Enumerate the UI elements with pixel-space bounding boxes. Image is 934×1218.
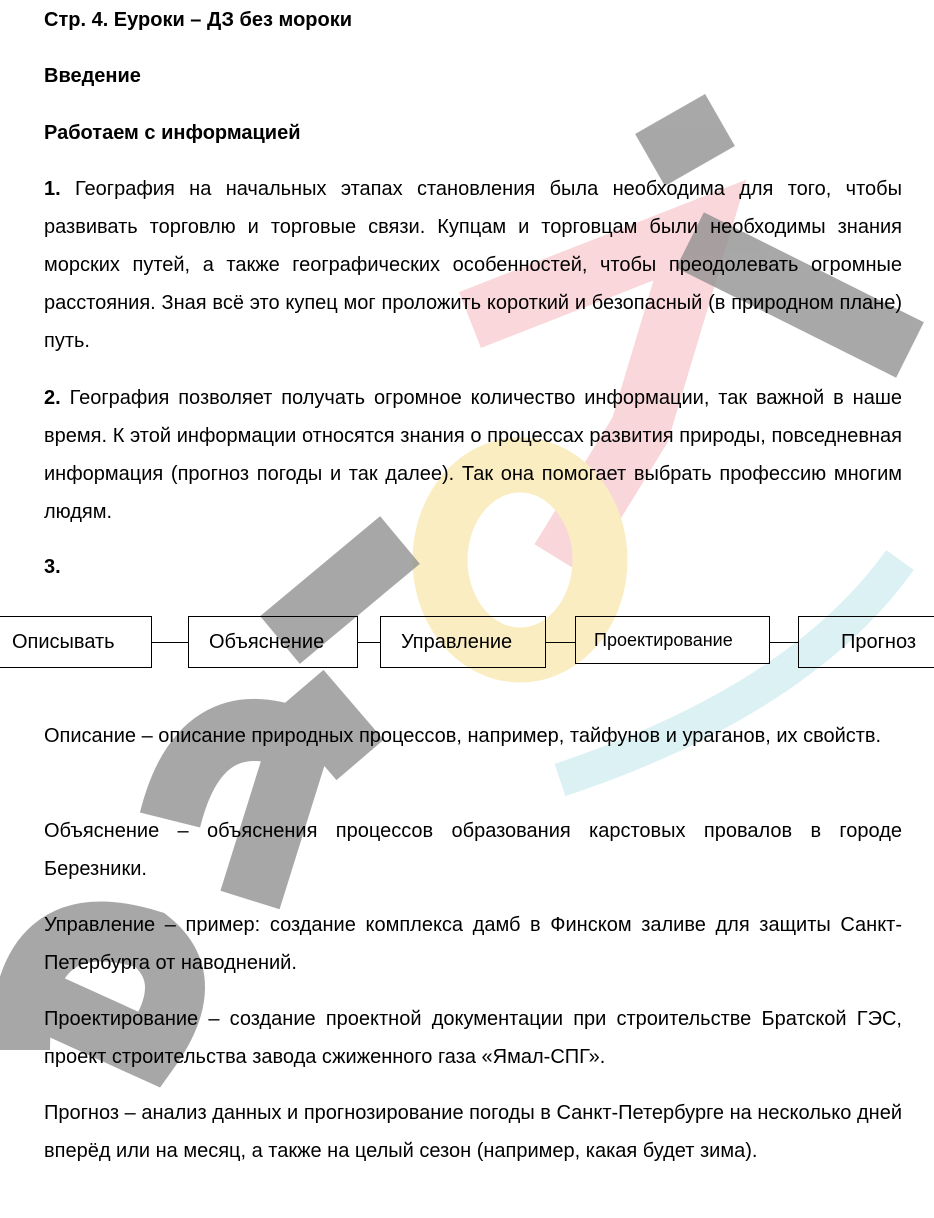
description-5: Прогноз – анализ данных и прогнозирование погоды в Санкт-Петербурге на несколько дней вперёд или на месяц, а также на целый сезон (например, какая будет зима). <box>44 1102 902 1162</box>
item-3-number: 3. <box>44 556 61 578</box>
flow-connector-1 <box>152 642 188 643</box>
flow-connector-2 <box>357 642 381 643</box>
flow-box-forecast-label: Прогноз <box>841 631 917 653</box>
flow-connector-4 <box>770 642 798 643</box>
section-heading: Введение <box>44 65 141 87</box>
page-title: Стр. 4. Еуроки – ДЗ без мороки <box>44 9 353 31</box>
flow-connector-3 <box>546 642 575 643</box>
description-4: Проектирование – создание проектной документации при строительстве Братской ГЭС, проект строительства завода сжиженного газа «Ямал-СПГ». <box>44 1008 902 1068</box>
description-3: Управление – пример: создание комплекса дамб в Финском заливе для защиты Санкт-Петербурга от наводнений. <box>44 914 902 974</box>
flow-box-forecast <box>798 616 934 668</box>
description-2: Объяснение – объяснения процессов образования карстовых провалов в городе Березники. <box>44 820 902 880</box>
item-1-text: География на начальных этапах становления была необходима для того, чтобы развивать торговлю и торговые связи. Купцам и торговцам были необходимы знания морских путей, а также географических особенностей, чтобы преодолевать огромные расстояния. Зная всё это купец мог проложить короткий и безопасный (в природном плане) путь. <box>44 178 902 352</box>
item-1-number: 1. <box>44 178 61 200</box>
flow-box-explain-label: Объяснение <box>209 631 325 653</box>
flow-box-design <box>575 616 770 664</box>
flow-box-explain <box>188 616 358 668</box>
flow-box-design-label: Проектирование <box>594 630 733 650</box>
flow-box-describe-label: Описывать <box>12 631 115 653</box>
flow-box-manage-label: Управление <box>401 631 513 653</box>
flow-box-manage <box>380 616 546 668</box>
subsection-heading: Работаем с информацией <box>44 122 301 144</box>
description-1: Описание – описание природных процессов, например, тайфунов и ураганов, их свойств. <box>44 725 882 747</box>
item-2-text: География позволяет получать огромное количество информации, так важной в наше время. К этой информации относятся знания о процессах развития природы, повседневная информация (прогноз погоды и так далее). Так она помогает выбрать профессию многим людям. <box>44 387 902 523</box>
flow-box-describe <box>0 616 152 668</box>
item-2-number: 2. <box>44 387 61 409</box>
